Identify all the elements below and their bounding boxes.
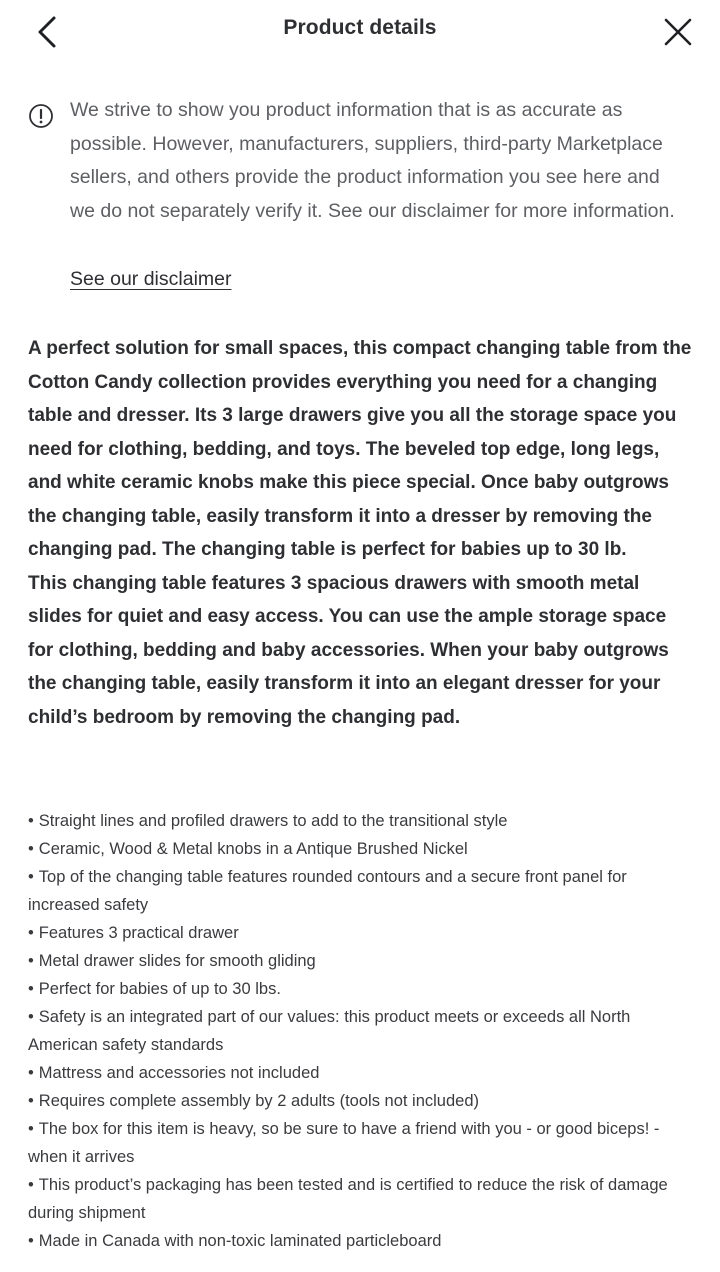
close-icon (663, 17, 693, 47)
feature-item: • Features 3 practical drawer (28, 919, 696, 947)
header-bar (0, 0, 720, 64)
product-description (28, 332, 696, 734)
feature-item: • Straight lines and profiled drawers to add to the transitional style (28, 807, 696, 835)
disclaimer-notice (28, 94, 678, 290)
feature-item: • Safety is an integrated part of our values: this product meets or exceeds all North American safety standards (28, 1003, 696, 1059)
feature-item: • Perfect for babies of up to 30 lbs. (28, 975, 696, 1003)
disclaimer-text: We strive to show you product information that is as accurate as possible. However, manufacturers, suppliers, third-party Marketplace sellers, and others provide the product information you see here and we do not separately verify it. See our disclaimer for more information. (70, 99, 675, 222)
close-button[interactable] (656, 10, 700, 54)
see-disclaimer-link[interactable]: See our disclaimer (70, 268, 232, 290)
info-icon (28, 103, 54, 129)
feature-item: • The box for this item is heavy, so be sure to have a friend with you - or good biceps! - when it arrives (28, 1115, 696, 1171)
page-title: Product details (283, 16, 437, 39)
description-paragraph: This changing table features 3 spacious drawers with smooth metal slides for quiet and easy access. You can use the ample storage space for clothing, bedding and baby accessories. When your baby outgrows the changing table, easily transform it into an elegant dresser for your child’s bedroom by removing the changing pad. (28, 572, 669, 728)
feature-list (28, 807, 696, 1255)
feature-item: • This product’s packaging has been tested and is certified to reduce the risk of damage during shipment (28, 1171, 696, 1227)
feature-item: • Top of the changing table features rounded contours and a secure front panel for increased safety (28, 863, 696, 919)
feature-item: • Requires complete assembly by 2 adults (tools not included) (28, 1087, 696, 1115)
feature-item: • Metal drawer slides for smooth gliding (28, 947, 696, 975)
description-paragraph: A perfect solution for small spaces, this compact changing table from the Cotton Candy collection provides everything you need for a changing table and dresser. Its 3 large drawers give you all the storage space you need for clothing, bedding, and toys. The beveled top edge, long legs, and white ceramic knobs make this piece special. Once baby outgrows the changing table, easily transform it into a dresser by removing the changing pad. The changing table is perfect for babies up to 30 lb. (28, 338, 692, 560)
feature-item: • Ceramic, Wood & Metal knobs in a Antique Brushed Nickel (28, 835, 696, 863)
feature-item: • Mattress and accessories not included (28, 1059, 696, 1087)
feature-item: • Made in Canada with non-toxic laminated particleboard (28, 1227, 696, 1255)
